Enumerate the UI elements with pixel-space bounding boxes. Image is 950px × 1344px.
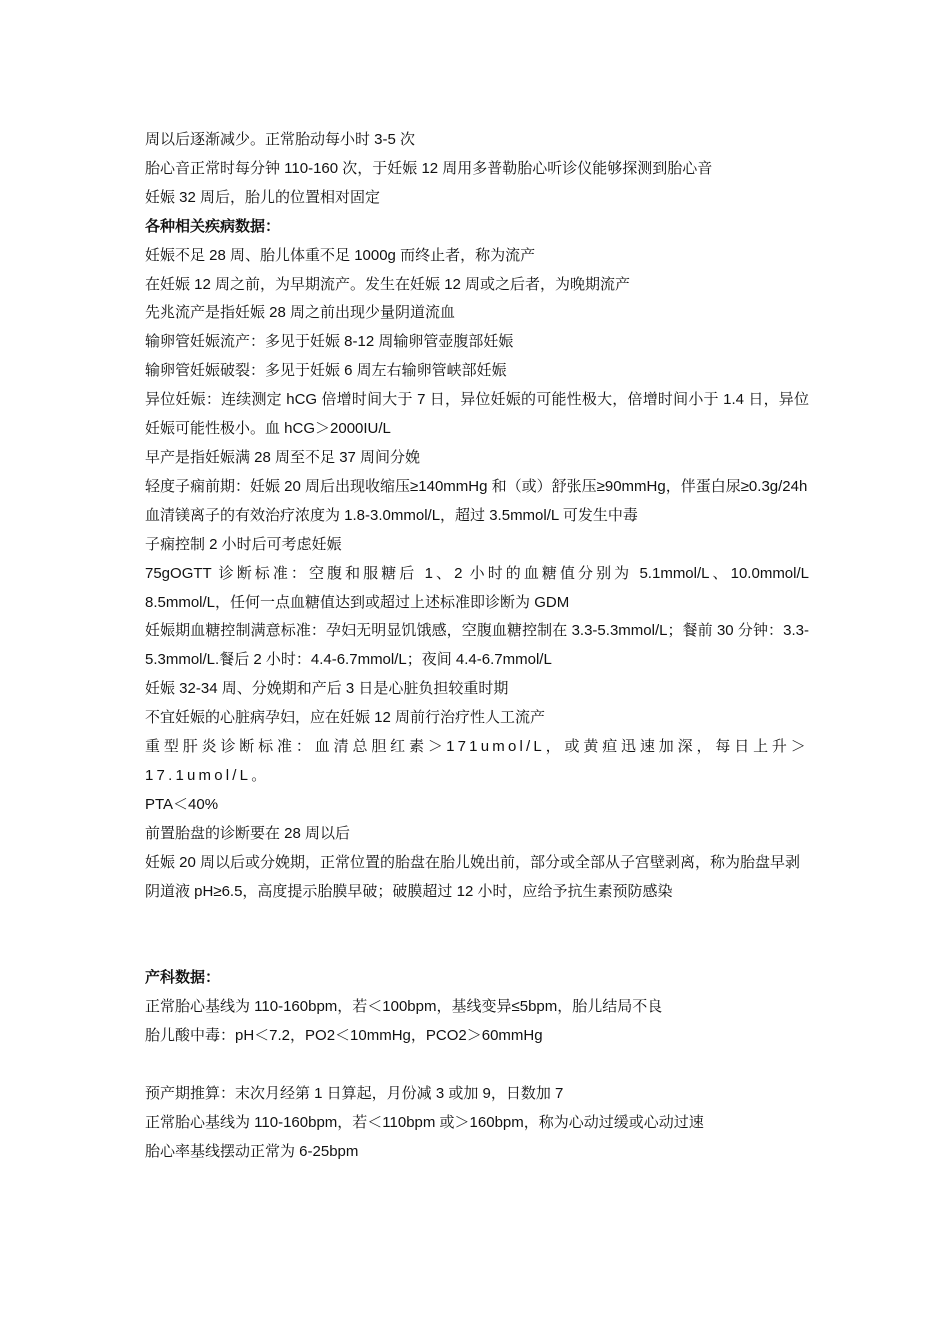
text-paragraph-ectopic-pregnancy: 异位妊娠：连续测定 hCG 倍增时间大于 7 日，异位妊娠的可能性极大，倍增时间小于 1.4 日，异位妊娠可能性极小。血 hCG＞2000IU/L — [145, 391, 809, 438]
section-heading-diseases: 各种相关疾病数据： — [145, 217, 281, 235]
text-line-cardiac-burden: 妊娠 32-34 周、分娩期和产后 3 日是心脏负担较重时期 — [145, 680, 509, 698]
text-line-tubal-abortion: 输卵管妊娠流产：多见于妊娠 8-12 周输卵管壶腹部妊娠 — [145, 333, 514, 351]
text-line-preterm-birth: 早产是指妊娠满 28 周至不足 37 周间分娩 — [145, 448, 421, 466]
text-line-membrane-rupture: 阴道液 pH≥6.5，高度提示胎膜早破；破膜超过 12 小时，应给予抗生素预防感染 — [145, 882, 673, 900]
text-paragraph-placental-abruption: 妊娠 20 周以后或分娩期，正常位置的胎盘在胎儿娩出前，部分或全部从子宫壁剥离，称为胎盘早剥 — [145, 853, 801, 871]
document-body — [145, 126, 809, 1167]
blank-space — [145, 1051, 809, 1080]
text-line-fhr-variability: 胎心率基线摆动正常为 6-25bpm — [145, 1143, 359, 1160]
blank-space — [145, 906, 809, 964]
text-line-early-late-abortion: 在妊娠 12 周之前，为早期流产。发生在妊娠 12 周或之后者，为晚期流产 — [145, 275, 631, 293]
text-line-fetal-acidosis: 胎儿酸中毒：pH＜7.2，PO2＜10mmHg，PCO2＞60mmHg — [145, 1027, 543, 1045]
text-paragraph-ogtt-criteria: 75gOGTT 诊断标准：空腹和服糖后 1、2 小时的血糖值分别为 5.1mmol/L、10.0mmol/L 8.5mmol/L，任何一点血糖值达到或超过上述标准即诊断为 GDM — [145, 564, 809, 611]
text-line-eclampsia-control: 子痫控制 2 小时后可考虑妊娠 — [145, 535, 342, 553]
text-line-fetal-heart-sound: 胎心音正常时每分钟 110-160 次，于妊娠 12 周用多普勒胎心听诊仪能够探测到胎心音 — [145, 159, 713, 177]
section-heading-obstetrics: 产科数据： — [145, 969, 221, 987]
text-line-fetal-movement: 周以后逐渐减少。正常胎动每小时 3-5 次 — [145, 131, 416, 148]
text-line-threatened-abortion: 先兆流产是指妊娠 28 周之前出现少量阴道流血 — [145, 304, 456, 322]
text-line-magnesium-level: 血清镁离子的有效治疗浓度为 1.8-3.0mmol/L，超过 3.5mmol/L 可发生中毒 — [145, 506, 638, 524]
text-line-abortion-definition: 妊娠不足 28 周、胎儿体重不足 1000g 而终止者，称为流产 — [145, 246, 536, 264]
text-line-fhr-baseline-poor: 正常胎心基线为 110-160bpm，若＜100bpm，基线变异≤5bpm，胎儿结局不良 — [145, 998, 663, 1016]
text-line-placenta-previa: 前置胎盘的诊断要在 28 周以后 — [145, 824, 351, 842]
text-line-pta: PTA＜40% — [145, 795, 219, 813]
text-line-due-date: 预产期推算：末次月经第 1 日算起，月份减 3 或加 9，日数加 7 — [145, 1085, 564, 1103]
text-line-fetal-position: 妊娠 32 周后，胎儿的位置相对固定 — [145, 188, 381, 206]
text-paragraph-severe-hepatitis: 重型肝炎诊断标准：血清总胆红素＞171umol/L，或黄疸迅速加深，每日上升＞17.1umol/L。 — [145, 738, 809, 784]
text-line-fhr-brady-tachy: 正常胎心基线为 110-160bpm，若＜110bpm 或＞160bpm，称为心动过缓或心动过速 — [145, 1114, 704, 1132]
text-paragraph-glucose-control: 妊娠期血糖控制满意标准：孕妇无明显饥饿感，空腹血糖控制在 3.3-5.3mmol/L；餐前 30 分钟：3.3-5.3mmol/L.餐后 2 小时：4.4-6.7mmol/L；夜间 4.4-6.7mmol/L — [145, 622, 809, 669]
text-line-tubal-rupture: 输卵管妊娠破裂：多见于妊娠 6 周左右输卵管峡部妊娠 — [145, 362, 507, 380]
text-line-cardiac-abortion: 不宜妊娠的心脏病孕妇，应在妊娠 12 周前行治疗性人工流产 — [145, 709, 546, 727]
text-paragraph-mild-preeclampsia: 轻度子痫前期：妊娠 20 周后出现收缩压≥140mmHg 和（或）舒张压≥90mmHg，伴蛋白尿≥0.3g/24h — [145, 477, 808, 495]
